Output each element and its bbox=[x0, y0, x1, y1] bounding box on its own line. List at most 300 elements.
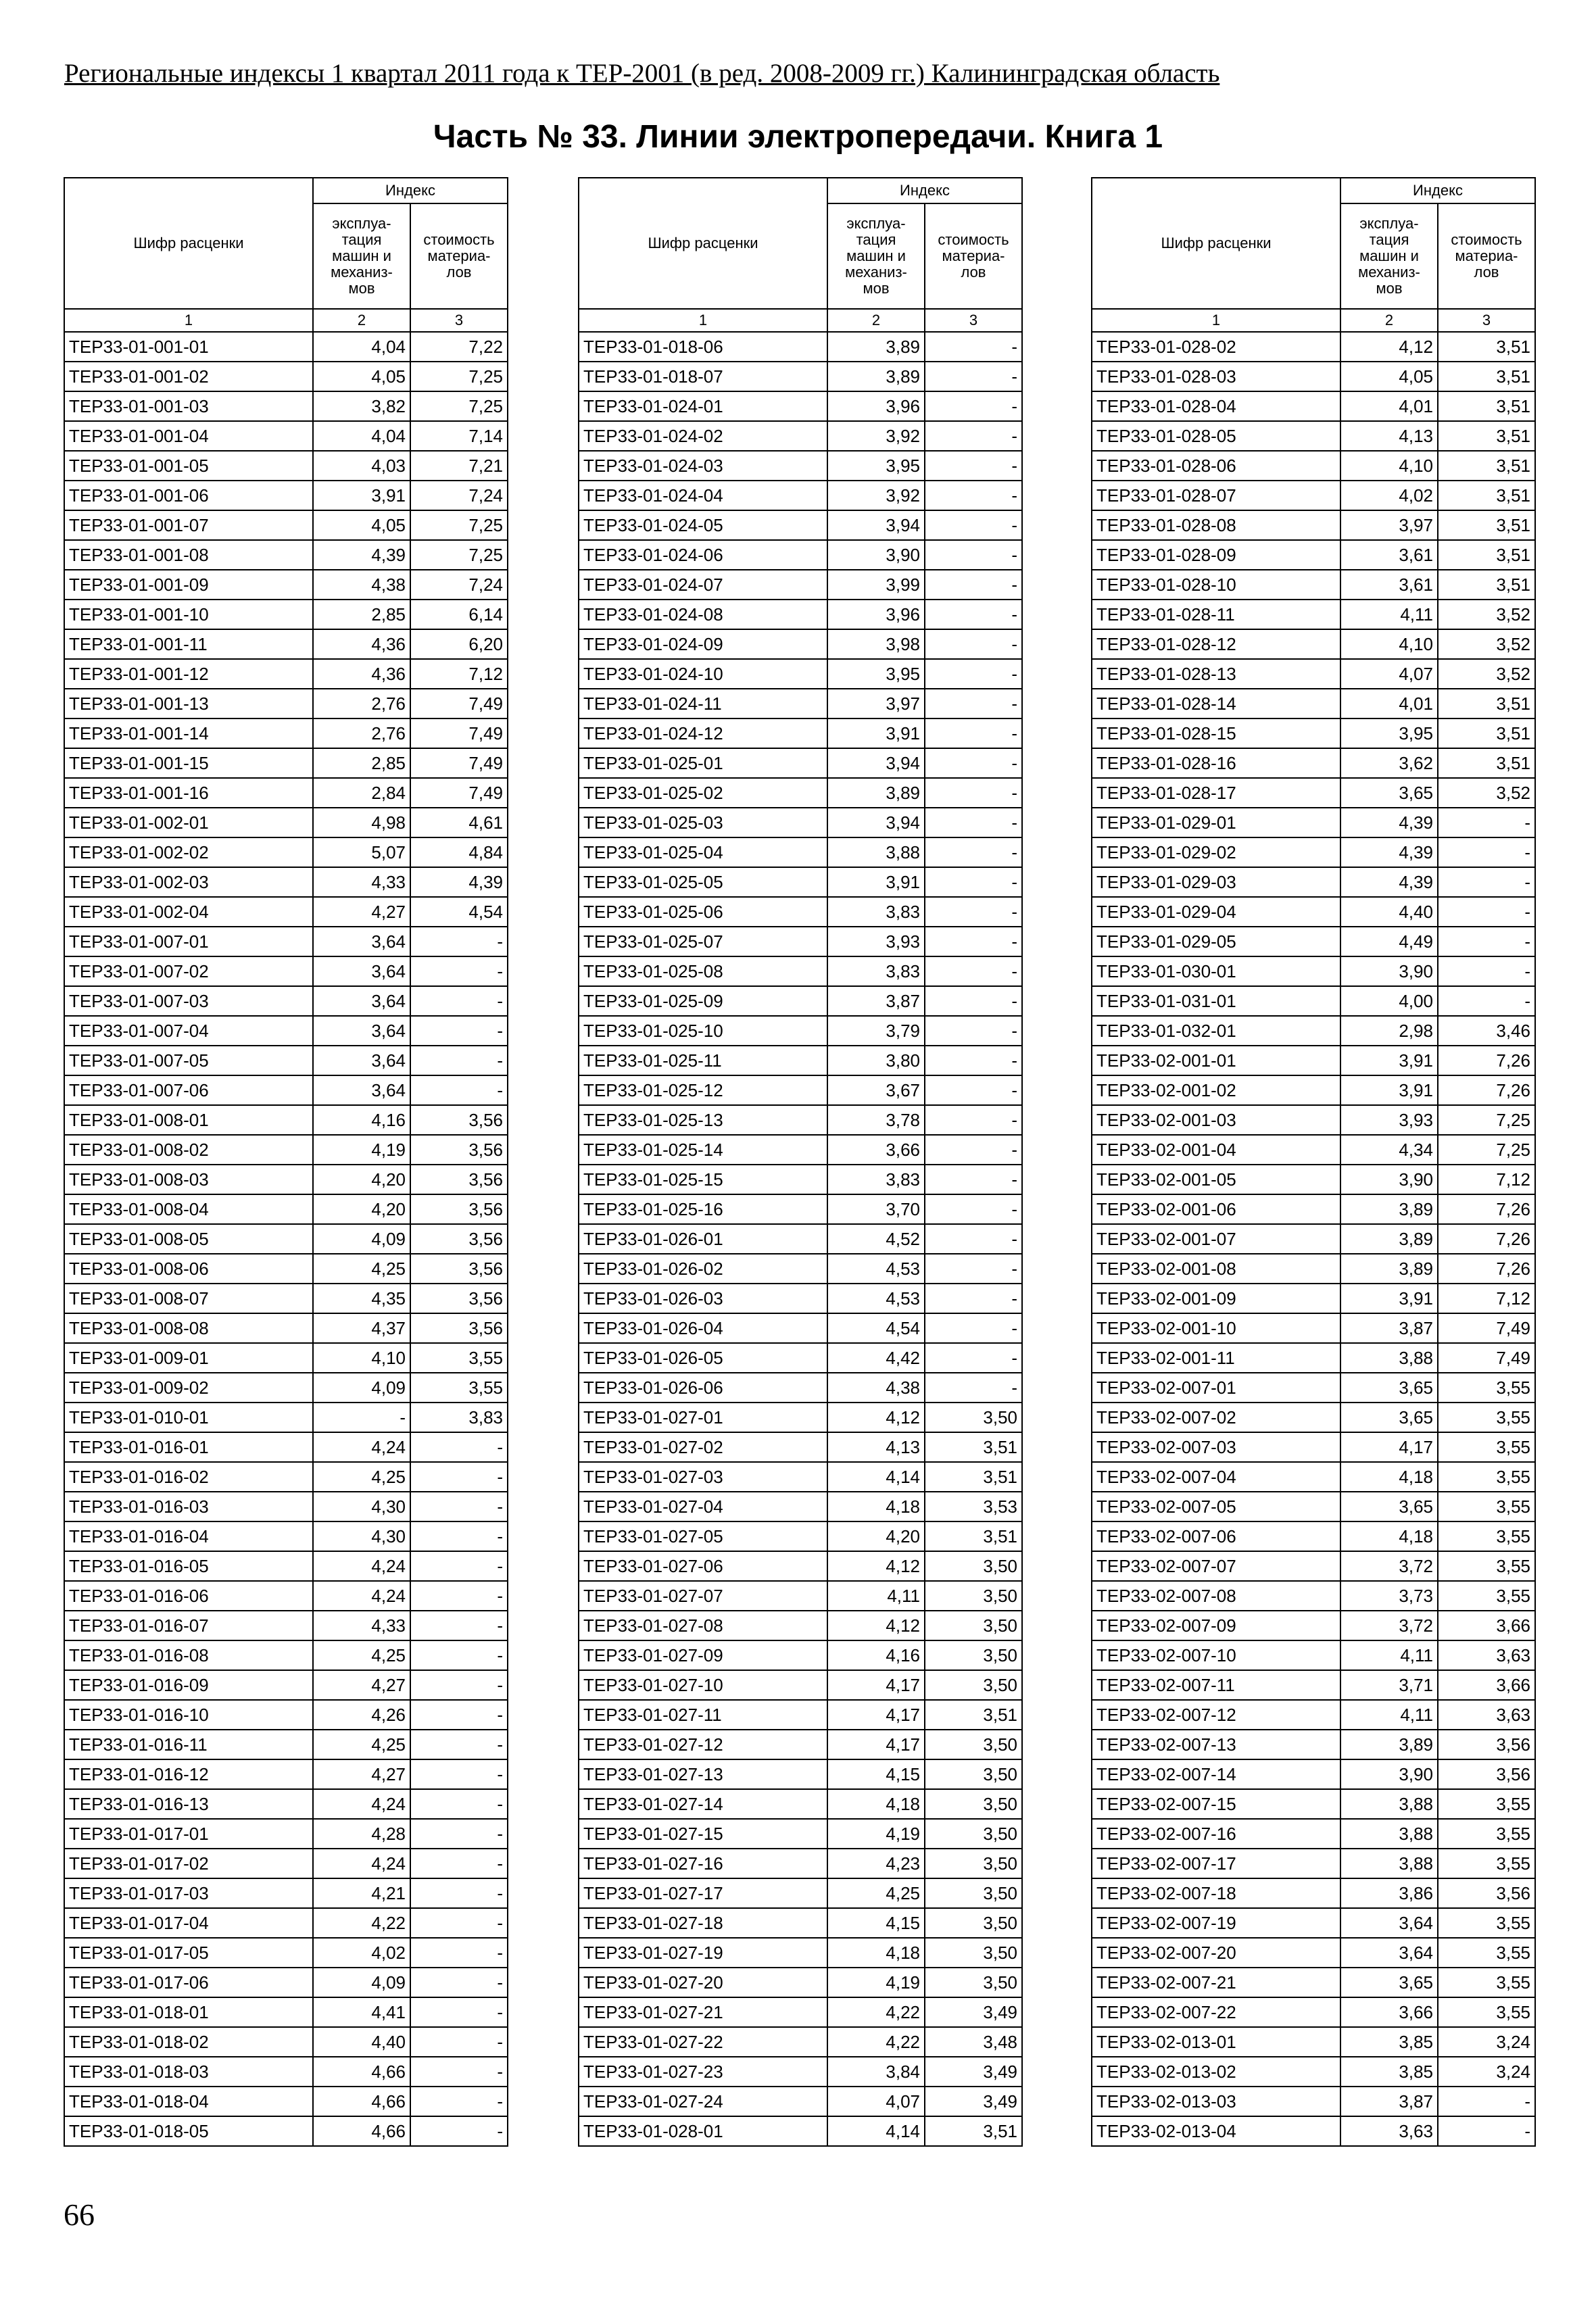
machines-index-cell: 4,53 bbox=[827, 1254, 925, 1284]
table-row bbox=[1092, 1759, 1535, 1789]
header-materials: стоимость материа- лов bbox=[925, 203, 1022, 309]
machines-index-cell: 4,18 bbox=[1340, 1462, 1438, 1492]
rate-code-cell: ТЕР33-01-028-14 bbox=[1092, 689, 1340, 718]
header-code: Шифр расценки bbox=[64, 178, 313, 309]
materials-index-cell: - bbox=[925, 362, 1022, 391]
machines-index-cell: 3,89 bbox=[1340, 1254, 1438, 1284]
rate-code-cell: ТЕР33-01-024-07 bbox=[579, 570, 827, 600]
rate-code-cell: ТЕР33-01-001-13 bbox=[64, 689, 313, 718]
machines-index-cell: 3,66 bbox=[1340, 1997, 1438, 2027]
materials-index-cell: 3,49 bbox=[925, 1997, 1022, 2027]
machines-index-cell: 3,94 bbox=[827, 748, 925, 778]
table-row bbox=[579, 1611, 1022, 1640]
machines-index-cell: 3,61 bbox=[1340, 540, 1438, 570]
machines-index-cell: 4,10 bbox=[1340, 629, 1438, 659]
materials-index-cell: 3,56 bbox=[410, 1135, 508, 1165]
machines-index-cell: 4,17 bbox=[1340, 1432, 1438, 1462]
materials-index-cell: - bbox=[410, 1789, 508, 1819]
machines-index-cell: 4,27 bbox=[313, 1670, 410, 1700]
rate-code-cell: ТЕР33-01-018-06 bbox=[579, 332, 827, 362]
machines-index-cell: 4,25 bbox=[313, 1640, 410, 1670]
rate-code-cell: ТЕР33-01-024-03 bbox=[579, 451, 827, 481]
table-row bbox=[64, 481, 508, 510]
rate-code-cell: ТЕР33-01-009-02 bbox=[64, 1373, 313, 1403]
table-row bbox=[579, 2027, 1022, 2057]
materials-index-cell: 3,46 bbox=[1438, 1016, 1535, 1046]
machines-index-cell: 3,64 bbox=[313, 927, 410, 956]
section-title: Часть № 33. Линии электропередачи. Книга 1 bbox=[433, 119, 1163, 155]
table-row bbox=[579, 778, 1022, 808]
rate-code-cell: ТЕР33-01-024-01 bbox=[579, 391, 827, 421]
materials-index-cell: 3,50 bbox=[925, 1581, 1022, 1611]
materials-index-cell: 3,55 bbox=[1438, 1997, 1535, 2027]
materials-index-cell: 3,55 bbox=[1438, 1521, 1535, 1551]
rate-code-cell: ТЕР33-01-027-24 bbox=[579, 2087, 827, 2116]
machines-index-cell: 4,25 bbox=[313, 1730, 410, 1759]
machines-index-cell: 4,11 bbox=[1340, 1700, 1438, 1730]
materials-index-cell: 3,24 bbox=[1438, 2057, 1535, 2087]
machines-index-cell: 4,98 bbox=[313, 808, 410, 837]
table-row bbox=[64, 1938, 508, 1968]
table-row bbox=[579, 1194, 1022, 1224]
rate-code-cell: ТЕР33-02-007-04 bbox=[1092, 1462, 1340, 1492]
table-row bbox=[1092, 391, 1535, 421]
table-row bbox=[64, 1373, 508, 1403]
rate-code-cell: ТЕР33-02-001-01 bbox=[1092, 1046, 1340, 1075]
rate-code-cell: ТЕР33-01-008-08 bbox=[64, 1313, 313, 1343]
machines-index-cell: 4,15 bbox=[827, 1908, 925, 1938]
rate-code-cell: ТЕР33-01-017-03 bbox=[64, 1878, 313, 1908]
machines-index-cell: 4,27 bbox=[313, 897, 410, 927]
machines-index-cell: 4,40 bbox=[1340, 897, 1438, 927]
rate-code-cell: ТЕР33-01-029-02 bbox=[1092, 837, 1340, 867]
table-row bbox=[579, 1462, 1022, 1492]
materials-index-cell: 3,50 bbox=[925, 1938, 1022, 1968]
machines-index-cell: 4,12 bbox=[827, 1611, 925, 1640]
rate-code-cell: ТЕР33-01-027-12 bbox=[579, 1730, 827, 1759]
table-row bbox=[1092, 986, 1535, 1016]
rate-code-cell: ТЕР33-01-007-01 bbox=[64, 927, 313, 956]
materials-index-cell: 3,52 bbox=[1438, 659, 1535, 689]
rate-code-cell: ТЕР33-01-030-01 bbox=[1092, 956, 1340, 986]
table-row bbox=[579, 1670, 1022, 1700]
materials-index-cell: 3,56 bbox=[410, 1313, 508, 1343]
table-row bbox=[579, 332, 1022, 362]
table-row bbox=[579, 1046, 1022, 1075]
rate-code-cell: ТЕР33-01-016-06 bbox=[64, 1581, 313, 1611]
rate-code-cell: ТЕР33-02-007-07 bbox=[1092, 1551, 1340, 1581]
machines-index-cell: 3,90 bbox=[827, 540, 925, 570]
header-index: Индекс bbox=[1340, 178, 1535, 203]
materials-index-cell: 7,49 bbox=[410, 689, 508, 718]
materials-index-cell: 7,24 bbox=[410, 481, 508, 510]
rate-code-cell: ТЕР33-01-027-19 bbox=[579, 1938, 827, 1968]
table-row bbox=[64, 629, 508, 659]
machines-index-cell: 4,22 bbox=[313, 1908, 410, 1938]
table-row bbox=[1092, 332, 1535, 362]
materials-index-cell: 6,20 bbox=[410, 629, 508, 659]
table-row bbox=[1092, 1432, 1535, 1462]
rate-code-cell: ТЕР33-02-007-12 bbox=[1092, 1700, 1340, 1730]
materials-index-cell: - bbox=[925, 1313, 1022, 1343]
table-row bbox=[579, 362, 1022, 391]
materials-index-cell: - bbox=[410, 1640, 508, 1670]
rate-code-cell: ТЕР33-01-001-02 bbox=[64, 362, 313, 391]
machines-index-cell: 4,66 bbox=[313, 2057, 410, 2087]
table-row bbox=[579, 1730, 1022, 1759]
machines-index-cell: 4,19 bbox=[827, 1968, 925, 1997]
machines-index-cell: 3,84 bbox=[827, 2057, 925, 2087]
machines-index-cell: 4,54 bbox=[827, 1313, 925, 1343]
materials-index-cell: - bbox=[410, 1938, 508, 1968]
table-row bbox=[64, 1016, 508, 1046]
table-row bbox=[579, 808, 1022, 837]
table-row bbox=[64, 510, 508, 540]
materials-index-cell: 3,55 bbox=[1438, 1492, 1535, 1521]
materials-index-cell: 7,25 bbox=[410, 540, 508, 570]
table-row bbox=[64, 1165, 508, 1194]
table-row bbox=[64, 1730, 508, 1759]
machines-index-cell: 3,64 bbox=[313, 1075, 410, 1105]
table-row bbox=[64, 897, 508, 927]
materials-index-cell: - bbox=[925, 689, 1022, 718]
rate-code-cell: ТЕР33-02-007-11 bbox=[1092, 1670, 1340, 1700]
column-number-1: 1 bbox=[579, 309, 827, 332]
materials-index-cell: - bbox=[410, 2087, 508, 2116]
table-row bbox=[64, 659, 508, 689]
rate-code-cell: ТЕР33-01-018-03 bbox=[64, 2057, 313, 2087]
materials-index-cell: - bbox=[410, 1670, 508, 1700]
machines-index-cell: 3,78 bbox=[827, 1105, 925, 1135]
rate-code-cell: ТЕР33-01-001-06 bbox=[64, 481, 313, 510]
materials-index-cell: 7,12 bbox=[410, 659, 508, 689]
materials-index-cell: 3,55 bbox=[1438, 1849, 1535, 1878]
machines-index-cell: 4,52 bbox=[827, 1224, 925, 1254]
machines-index-cell: 3,96 bbox=[827, 600, 925, 629]
table-row bbox=[1092, 1075, 1535, 1105]
rate-code-cell: ТЕР33-01-025-05 bbox=[579, 867, 827, 897]
machines-index-cell: 3,82 bbox=[313, 391, 410, 421]
materials-index-cell: 3,51 bbox=[925, 1521, 1022, 1551]
machines-index-cell: 3,95 bbox=[827, 451, 925, 481]
table-row bbox=[1092, 927, 1535, 956]
table-row bbox=[1092, 421, 1535, 451]
machines-index-cell: 4,02 bbox=[313, 1938, 410, 1968]
table-row bbox=[579, 2057, 1022, 2087]
rate-code-cell: ТЕР33-01-016-05 bbox=[64, 1551, 313, 1581]
materials-index-cell: 3,56 bbox=[1438, 1878, 1535, 1908]
header-code: Шифр расценки bbox=[1092, 178, 1340, 309]
materials-index-cell: - bbox=[925, 1075, 1022, 1105]
table-row bbox=[64, 956, 508, 986]
materials-index-cell: 3,55 bbox=[410, 1373, 508, 1403]
machines-index-cell: 3,88 bbox=[1340, 1849, 1438, 1878]
materials-index-cell: 3,56 bbox=[410, 1254, 508, 1284]
table-row bbox=[579, 1313, 1022, 1343]
machines-index-cell: 3,95 bbox=[827, 659, 925, 689]
materials-index-cell: 3,52 bbox=[1438, 778, 1535, 808]
machines-index-cell: 4,17 bbox=[827, 1700, 925, 1730]
materials-index-cell: - bbox=[410, 2057, 508, 2087]
column-number-2: 2 bbox=[1340, 309, 1438, 332]
table-row bbox=[1092, 1878, 1535, 1908]
rate-code-cell: ТЕР33-01-008-03 bbox=[64, 1165, 313, 1194]
table-row bbox=[64, 1700, 508, 1730]
materials-index-cell: 3,53 bbox=[925, 1492, 1022, 1521]
materials-index-cell: - bbox=[410, 1611, 508, 1640]
materials-index-cell: 3,63 bbox=[1438, 1700, 1535, 1730]
machines-index-cell: 4,30 bbox=[313, 1521, 410, 1551]
rate-code-cell: ТЕР33-01-027-05 bbox=[579, 1521, 827, 1551]
table-row bbox=[64, 1224, 508, 1254]
rate-code-cell: ТЕР33-01-028-04 bbox=[1092, 391, 1340, 421]
rate-code-cell: ТЕР33-01-017-01 bbox=[64, 1819, 313, 1849]
rate-code-cell: ТЕР33-02-007-06 bbox=[1092, 1521, 1340, 1551]
materials-index-cell: 3,56 bbox=[410, 1284, 508, 1313]
rate-code-cell: ТЕР33-01-016-07 bbox=[64, 1611, 313, 1640]
machines-index-cell: 4,26 bbox=[313, 1700, 410, 1730]
machines-index-cell: 3,83 bbox=[827, 956, 925, 986]
table-row bbox=[579, 600, 1022, 629]
rate-code-cell: ТЕР33-02-007-20 bbox=[1092, 1938, 1340, 1968]
rate-code-cell: ТЕР33-01-008-02 bbox=[64, 1135, 313, 1165]
materials-index-cell: 3,51 bbox=[1438, 540, 1535, 570]
machines-index-cell: 4,01 bbox=[1340, 689, 1438, 718]
table-row bbox=[579, 1849, 1022, 1878]
rate-code-cell: ТЕР33-01-017-05 bbox=[64, 1938, 313, 1968]
table-row bbox=[579, 421, 1022, 451]
rate-code-cell: ТЕР33-02-001-11 bbox=[1092, 1343, 1340, 1373]
materials-index-cell: - bbox=[410, 1551, 508, 1581]
rate-code-cell: ТЕР33-01-027-22 bbox=[579, 2027, 827, 2057]
machines-index-cell: 3,90 bbox=[1340, 1759, 1438, 1789]
rate-code-cell: ТЕР33-01-017-06 bbox=[64, 1968, 313, 1997]
table-row bbox=[64, 1403, 508, 1432]
table-row bbox=[579, 1878, 1022, 1908]
materials-index-cell: - bbox=[925, 1046, 1022, 1075]
rate-code-cell: ТЕР33-01-025-16 bbox=[579, 1194, 827, 1224]
machines-index-cell: 3,65 bbox=[1340, 1373, 1438, 1403]
machines-index-cell: 3,95 bbox=[1340, 718, 1438, 748]
materials-index-cell: - bbox=[410, 1849, 508, 1878]
machines-index-cell: 4,12 bbox=[1340, 332, 1438, 362]
index-table-1 bbox=[64, 177, 508, 2147]
machines-index-cell: 2,84 bbox=[313, 778, 410, 808]
table-row bbox=[579, 451, 1022, 481]
rate-code-cell: ТЕР33-01-008-05 bbox=[64, 1224, 313, 1254]
table-row bbox=[64, 1343, 508, 1373]
rate-code-cell: ТЕР33-01-026-03 bbox=[579, 1284, 827, 1313]
table-row bbox=[64, 1997, 508, 2027]
materials-index-cell: 3,56 bbox=[410, 1165, 508, 1194]
rate-code-cell: ТЕР33-01-025-06 bbox=[579, 897, 827, 927]
table-row bbox=[1092, 837, 1535, 867]
table-row bbox=[579, 570, 1022, 600]
machines-index-cell: 3,64 bbox=[313, 986, 410, 1016]
machines-index-cell: 4,33 bbox=[313, 1611, 410, 1640]
machines-index-cell: 4,24 bbox=[313, 1581, 410, 1611]
rate-code-cell: ТЕР33-01-028-09 bbox=[1092, 540, 1340, 570]
table-row bbox=[579, 1819, 1022, 1849]
materials-index-cell: - bbox=[925, 1224, 1022, 1254]
rate-code-cell: ТЕР33-01-002-01 bbox=[64, 808, 313, 837]
table-row bbox=[579, 1432, 1022, 1462]
running-title: Региональные индексы 1 квартал 2011 года к ТЕР-2001 (в ред. 2008-2009 гг.) Калининградская область bbox=[64, 59, 1220, 88]
rate-code-cell: ТЕР33-01-016-11 bbox=[64, 1730, 313, 1759]
table-row bbox=[1092, 362, 1535, 391]
table-row bbox=[1092, 689, 1535, 718]
materials-index-cell: - bbox=[925, 927, 1022, 956]
table-row bbox=[1092, 1938, 1535, 1968]
machines-index-cell: 3,71 bbox=[1340, 1670, 1438, 1700]
table-row bbox=[1092, 1403, 1535, 1432]
materials-index-cell: - bbox=[1438, 956, 1535, 986]
machines-index-cell: 3,91 bbox=[1340, 1075, 1438, 1105]
rate-code-cell: ТЕР33-01-001-10 bbox=[64, 600, 313, 629]
rate-code-cell: ТЕР33-01-001-16 bbox=[64, 778, 313, 808]
table-row bbox=[579, 1403, 1022, 1432]
table-row bbox=[1092, 718, 1535, 748]
rate-code-cell: ТЕР33-02-001-04 bbox=[1092, 1135, 1340, 1165]
table-row bbox=[64, 837, 508, 867]
machines-index-cell: 3,80 bbox=[827, 1046, 925, 1075]
machines-index-cell: 3,62 bbox=[1340, 748, 1438, 778]
machines-index-cell: 4,20 bbox=[827, 1521, 925, 1551]
table-row bbox=[1092, 1254, 1535, 1284]
rate-code-cell: ТЕР33-01-028-05 bbox=[1092, 421, 1340, 451]
rate-code-cell: ТЕР33-02-001-08 bbox=[1092, 1254, 1340, 1284]
table-row bbox=[64, 332, 508, 362]
machines-index-cell: 4,20 bbox=[313, 1194, 410, 1224]
materials-index-cell: 3,50 bbox=[925, 1908, 1022, 1938]
materials-index-cell: 3,55 bbox=[1438, 1789, 1535, 1819]
rate-code-cell: ТЕР33-01-001-15 bbox=[64, 748, 313, 778]
table-row bbox=[64, 1194, 508, 1224]
rate-code-cell: ТЕР33-01-001-03 bbox=[64, 391, 313, 421]
materials-index-cell: 7,49 bbox=[1438, 1313, 1535, 1343]
materials-index-cell: - bbox=[1438, 897, 1535, 927]
machines-index-cell: 4,25 bbox=[313, 1462, 410, 1492]
materials-index-cell: - bbox=[410, 1759, 508, 1789]
table-row bbox=[579, 1968, 1022, 1997]
table-row bbox=[1092, 1105, 1535, 1135]
machines-index-cell: 4,09 bbox=[313, 1373, 410, 1403]
rate-code-cell: ТЕР33-01-025-11 bbox=[579, 1046, 827, 1075]
table-row bbox=[579, 659, 1022, 689]
machines-index-cell: 4,16 bbox=[313, 1105, 410, 1135]
table-row bbox=[1092, 1135, 1535, 1165]
rate-code-cell: ТЕР33-01-024-05 bbox=[579, 510, 827, 540]
table-row bbox=[579, 1551, 1022, 1581]
table-row bbox=[579, 540, 1022, 570]
machines-index-cell: 4,18 bbox=[1340, 1521, 1438, 1551]
materials-index-cell: 3,48 bbox=[925, 2027, 1022, 2057]
rate-code-cell: ТЕР33-02-007-02 bbox=[1092, 1403, 1340, 1432]
table-row bbox=[579, 956, 1022, 986]
materials-index-cell: 3,55 bbox=[1438, 1581, 1535, 1611]
materials-index-cell: 3,63 bbox=[1438, 1640, 1535, 1670]
rate-code-cell: ТЕР33-01-009-01 bbox=[64, 1343, 313, 1373]
materials-index-cell: - bbox=[925, 986, 1022, 1016]
materials-index-cell: 7,25 bbox=[410, 510, 508, 540]
rate-code-cell: ТЕР33-01-025-02 bbox=[579, 778, 827, 808]
materials-index-cell: 3,56 bbox=[410, 1194, 508, 1224]
machines-index-cell: 3,64 bbox=[1340, 1938, 1438, 1968]
machines-index-cell: 4,24 bbox=[313, 1789, 410, 1819]
rate-code-cell: ТЕР33-01-029-03 bbox=[1092, 867, 1340, 897]
rate-code-cell: ТЕР33-02-001-09 bbox=[1092, 1284, 1340, 1313]
materials-index-cell: - bbox=[925, 659, 1022, 689]
materials-index-cell: 3,50 bbox=[925, 1730, 1022, 1759]
materials-index-cell: - bbox=[925, 718, 1022, 748]
materials-index-cell: 3,56 bbox=[410, 1224, 508, 1254]
table-row bbox=[1092, 2027, 1535, 2057]
materials-index-cell: 3,55 bbox=[1438, 1432, 1535, 1462]
materials-index-cell: 3,51 bbox=[1438, 451, 1535, 481]
table-row bbox=[1092, 1521, 1535, 1551]
rate-code-cell: ТЕР33-01-028-16 bbox=[1092, 748, 1340, 778]
header-index: Индекс bbox=[313, 178, 508, 203]
machines-index-cell: 3,90 bbox=[1340, 1165, 1438, 1194]
rate-code-cell: ТЕР33-02-001-07 bbox=[1092, 1224, 1340, 1254]
machines-index-cell: 4,24 bbox=[313, 1432, 410, 1462]
machines-index-cell: 3,83 bbox=[827, 1165, 925, 1194]
materials-index-cell: - bbox=[1438, 837, 1535, 867]
rate-code-cell: ТЕР33-01-027-18 bbox=[579, 1908, 827, 1938]
rate-code-cell: ТЕР33-01-028-07 bbox=[1092, 481, 1340, 510]
table-row bbox=[1092, 956, 1535, 986]
rate-code-cell: ТЕР33-01-027-21 bbox=[579, 1997, 827, 2027]
materials-index-cell: - bbox=[925, 837, 1022, 867]
machines-index-cell: 4,39 bbox=[1340, 867, 1438, 897]
materials-index-cell: 3,50 bbox=[925, 1849, 1022, 1878]
machines-index-cell: 4,34 bbox=[1340, 1135, 1438, 1165]
table-row bbox=[579, 1700, 1022, 1730]
machines-index-cell: 4,03 bbox=[313, 451, 410, 481]
rate-code-cell: ТЕР33-02-007-01 bbox=[1092, 1373, 1340, 1403]
table-row bbox=[579, 689, 1022, 718]
materials-index-cell: - bbox=[925, 481, 1022, 510]
rate-code-cell: ТЕР33-01-027-07 bbox=[579, 1581, 827, 1611]
materials-index-cell: 7,26 bbox=[1438, 1075, 1535, 1105]
materials-index-cell: - bbox=[925, 867, 1022, 897]
table-row bbox=[579, 391, 1022, 421]
rate-code-cell: ТЕР33-01-025-07 bbox=[579, 927, 827, 956]
table-row bbox=[1092, 451, 1535, 481]
materials-index-cell: - bbox=[410, 1908, 508, 1938]
table-row bbox=[64, 1908, 508, 1938]
materials-index-cell: 3,50 bbox=[925, 1403, 1022, 1432]
materials-index-cell: 3,55 bbox=[1438, 1908, 1535, 1938]
materials-index-cell: 3,55 bbox=[1438, 1819, 1535, 1849]
rate-code-cell: ТЕР33-01-001-04 bbox=[64, 421, 313, 451]
table-row bbox=[1092, 2116, 1535, 2146]
rate-code-cell: ТЕР33-01-016-13 bbox=[64, 1789, 313, 1819]
machines-index-cell: 3,73 bbox=[1340, 1581, 1438, 1611]
table-row bbox=[1092, 1462, 1535, 1492]
materials-index-cell: 7,25 bbox=[410, 391, 508, 421]
machines-index-cell: 4,30 bbox=[313, 1492, 410, 1521]
table-row bbox=[1092, 1640, 1535, 1670]
table-row bbox=[579, 897, 1022, 927]
rate-code-cell: ТЕР33-01-025-04 bbox=[579, 837, 827, 867]
rate-code-cell: ТЕР33-01-018-05 bbox=[64, 2116, 313, 2146]
rate-code-cell: ТЕР33-01-016-09 bbox=[64, 1670, 313, 1700]
materials-index-cell: 7,26 bbox=[1438, 1254, 1535, 1284]
table-row bbox=[64, 748, 508, 778]
rate-code-cell: ТЕР33-01-028-01 bbox=[579, 2116, 827, 2146]
materials-index-cell: 3,56 bbox=[1438, 1759, 1535, 1789]
